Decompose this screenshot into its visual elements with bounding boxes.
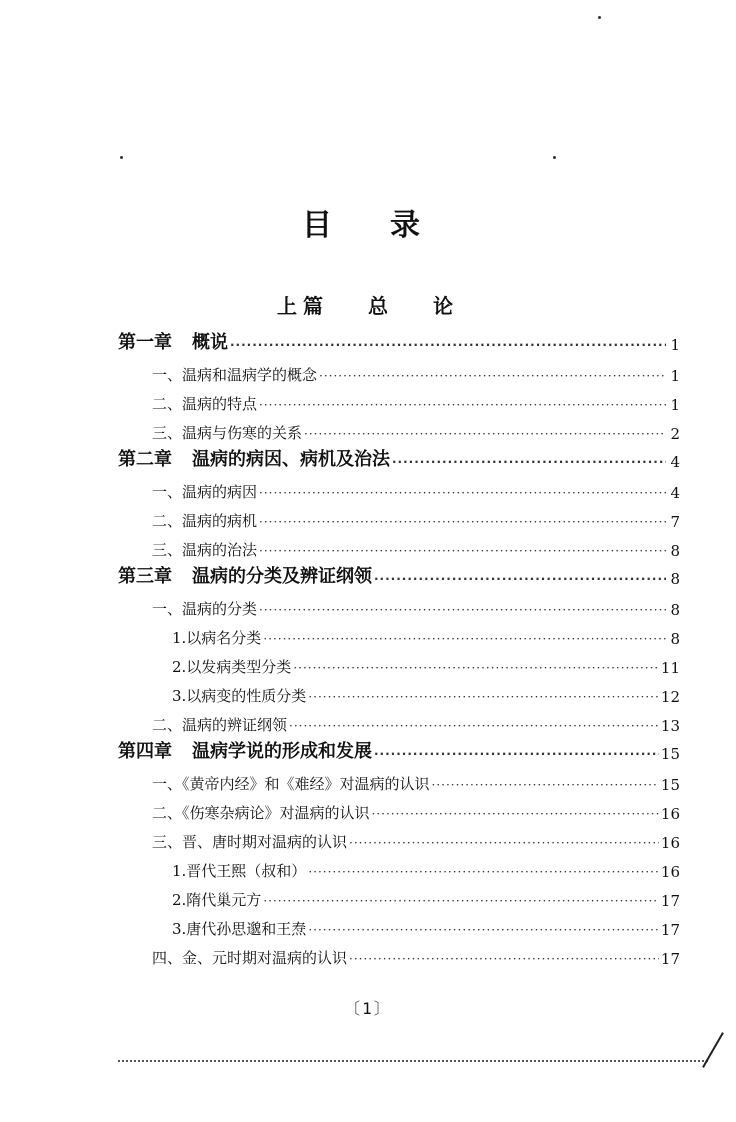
toc-page-number: 16 xyxy=(660,805,680,823)
toc-label xyxy=(172,627,261,648)
toc-label xyxy=(172,889,261,910)
dot-leader xyxy=(349,834,659,852)
toc-entry-row[interactable] xyxy=(172,651,680,677)
toc-label xyxy=(172,685,306,706)
toc-entry-row[interactable] xyxy=(152,709,680,735)
scan-speck xyxy=(120,156,123,159)
dot-leader xyxy=(259,542,666,560)
dot-leader xyxy=(259,513,666,531)
toc-entry-row[interactable] xyxy=(152,826,680,852)
dot-leader xyxy=(372,805,659,823)
dot-leader xyxy=(230,336,666,354)
toc-entry-row[interactable] xyxy=(152,797,680,823)
toc-label xyxy=(152,393,257,414)
toc-page-number: 1 xyxy=(670,367,680,385)
toc-entry-row[interactable] xyxy=(152,388,680,414)
toc-label xyxy=(118,445,390,471)
toc-label xyxy=(152,802,370,823)
toc-page-number: 4 xyxy=(670,484,680,502)
toc-entry-row[interactable] xyxy=(172,680,680,706)
scan-speck xyxy=(553,156,556,159)
dot-leader xyxy=(308,921,659,939)
toc-page-number: 17 xyxy=(660,892,680,910)
toc-entry-row[interactable] xyxy=(172,622,680,648)
toc-label xyxy=(152,364,317,385)
toc-page-number: 1 xyxy=(670,396,680,414)
chapter-number: 第四章 xyxy=(118,741,172,762)
toc-label-text: 四、金、元时期对温病的认识 xyxy=(152,949,348,967)
toc-page-number: 8 xyxy=(670,570,680,588)
toc-entry-row[interactable] xyxy=(172,884,680,910)
dot-leader xyxy=(259,601,666,619)
toc-label xyxy=(118,328,228,354)
toc-label xyxy=(152,714,287,735)
dot-leader xyxy=(259,484,666,502)
toc-page-number: 2 xyxy=(670,425,680,443)
toc-label-text: 一、温病和温病学的概念 xyxy=(152,366,318,384)
toc-page-number: 15 xyxy=(660,776,680,794)
dot-leader xyxy=(432,776,659,794)
toc-entry-row[interactable] xyxy=(152,417,680,443)
toc-entry-row[interactable] xyxy=(152,505,680,531)
toc-label-text: 一、温病的病因 xyxy=(152,483,258,501)
dot-leader xyxy=(374,570,666,588)
toc-label-text: 一、温病的分类 xyxy=(152,600,258,618)
toc-page-number: 16 xyxy=(660,834,680,852)
toc-page-number: 15 xyxy=(660,745,680,763)
dot-leader xyxy=(289,717,659,735)
toc-label xyxy=(152,422,302,443)
toc-page-number: 1 xyxy=(670,336,680,354)
toc-label-text: 三、温病与伤寒的关系 xyxy=(152,424,303,442)
toc-label xyxy=(152,773,430,794)
toc-entry-row[interactable] xyxy=(152,359,680,385)
toc-label-text: 1.晋代王熙（叔和） xyxy=(172,862,307,880)
toc-chapter-row[interactable] xyxy=(118,328,680,354)
toc-page-number: 8 xyxy=(670,601,680,619)
toc-page-number: 4 xyxy=(670,453,680,471)
toc-label-text: 3.唐代孙思邈和王焘 xyxy=(172,920,307,938)
toc-entry-row[interactable] xyxy=(152,768,680,794)
toc-page-number: 17 xyxy=(660,950,680,968)
page-title: 目录 xyxy=(302,208,478,243)
dot-leader xyxy=(293,659,659,677)
toc-label-text: 二、《伤寒杂病论》对温病的认识 xyxy=(152,804,370,822)
chapter-number: 第三章 xyxy=(118,566,172,587)
toc-label-text: 二、温病的特点 xyxy=(152,395,258,413)
toc-page-number: 17 xyxy=(660,921,680,939)
toc-label xyxy=(172,918,306,939)
toc-label xyxy=(172,860,306,881)
toc-label-text: 1.以病名分类 xyxy=(172,629,262,647)
toc-page-number: 8 xyxy=(670,630,680,648)
toc-label xyxy=(152,947,347,968)
toc-label xyxy=(152,831,347,852)
chapter-number: 第二章 xyxy=(118,449,172,470)
toc-entry-row[interactable] xyxy=(152,593,680,619)
dot-leader xyxy=(259,396,666,414)
toc-label-text: 三、温病的治法 xyxy=(152,541,258,559)
dot-leader xyxy=(308,863,659,881)
toc-chapter-row[interactable] xyxy=(118,445,680,471)
dot-leader xyxy=(263,892,659,910)
scan-artifact-mark xyxy=(702,1032,724,1068)
toc-label xyxy=(152,510,257,531)
toc-label-text: 三、晋、唐时期对温病的认识 xyxy=(152,833,348,851)
toc-page-number: 16 xyxy=(660,863,680,881)
toc-chapter-row[interactable] xyxy=(118,737,680,763)
dot-leader xyxy=(263,630,666,648)
dot-leader xyxy=(349,950,659,968)
toc-label-text: 二、温病的辨证纲领 xyxy=(152,716,288,734)
toc-label-text: 2.以发病类型分类 xyxy=(172,658,292,676)
toc-label-text: 温病的分类及辨证纲领 xyxy=(192,566,372,587)
toc-entry-row[interactable] xyxy=(152,534,680,560)
page-number: 〔1〕 xyxy=(344,999,392,1018)
dot-leader xyxy=(308,688,659,706)
toc-entry-row[interactable] xyxy=(172,855,680,881)
toc-label xyxy=(152,481,257,502)
chapter-number: 第一章 xyxy=(118,332,172,353)
toc-chapter-row[interactable] xyxy=(118,562,680,588)
toc-entry-row[interactable] xyxy=(172,913,680,939)
toc-label-text: 概说 xyxy=(192,332,228,353)
dot-leader xyxy=(319,367,666,385)
toc-page-number: 7 xyxy=(670,513,680,531)
toc-page-number: 11 xyxy=(660,659,680,677)
dot-leader xyxy=(304,425,666,443)
scan-artifact-line xyxy=(118,1060,708,1062)
toc-label-text: 二、温病的病机 xyxy=(152,512,258,530)
dot-leader xyxy=(392,453,666,471)
toc-label-text: 3.以病变的性质分类 xyxy=(172,687,307,705)
toc-entry-row[interactable] xyxy=(152,476,680,502)
toc-label xyxy=(118,562,372,588)
toc-label-text: 温病学说的形成和发展 xyxy=(192,741,372,762)
scan-speck xyxy=(598,16,601,19)
toc-page-number: 12 xyxy=(660,688,680,706)
dot-leader xyxy=(374,745,659,763)
toc-label xyxy=(152,539,257,560)
toc-label xyxy=(152,598,257,619)
toc-label xyxy=(172,656,291,677)
part-heading: 上篇 总 论 xyxy=(277,294,459,318)
toc-label-text: 温病的病因、病机及治法 xyxy=(192,449,390,470)
toc-entry-row[interactable] xyxy=(152,942,680,968)
toc-page-number: 13 xyxy=(660,717,680,735)
toc-label-text: 2.隋代巢元方 xyxy=(172,891,262,909)
toc-label xyxy=(118,737,372,763)
toc-label-text: 一、《黄帝内经》和《难经》对温病的认识 xyxy=(152,775,430,793)
toc-page-number: 8 xyxy=(670,542,680,560)
